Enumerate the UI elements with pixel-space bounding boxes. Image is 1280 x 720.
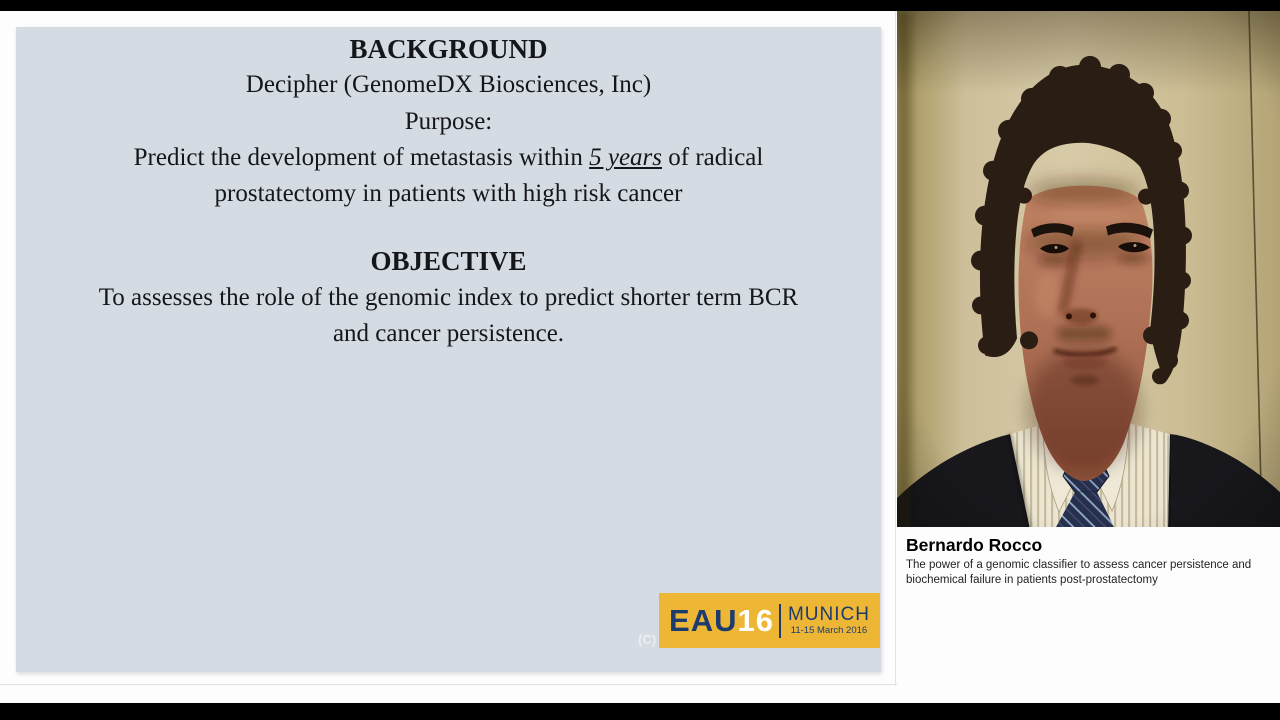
content-area xyxy=(0,11,1280,703)
talk-title: The power of a genomic classifier to assess cancer persistence and biochemical failure in patients post-prostatectomy xyxy=(906,559,1252,586)
slide-objective-line1: To assesses the role of the genomic index to predict shorter term BCR xyxy=(98,283,799,311)
card-edge-shadow-vertical xyxy=(895,11,896,686)
top-letterbox-bar xyxy=(0,0,1280,11)
purpose-post: of radical xyxy=(662,143,764,171)
speaker-info-panel xyxy=(906,535,1262,587)
slide-subtitle: Decipher (GenomeDX Biosciences, Inc) xyxy=(245,71,652,99)
slide-heading-objective: OBJECTIVE xyxy=(370,246,527,277)
logo-dates: 11-15 March 2016 xyxy=(790,625,868,636)
speaker-name: Bernardo Rocco xyxy=(906,535,1043,555)
logo-city: MUNICH xyxy=(787,604,870,625)
copyright-watermark: (C) xyxy=(638,632,657,647)
presentation-slide xyxy=(16,27,881,672)
purpose-emphasis: 5 years xyxy=(589,143,663,171)
purpose-pre: Predict the development of metastasis within xyxy=(133,143,590,171)
slide-text-block xyxy=(16,27,881,352)
card-edge-shadow-horizontal xyxy=(0,684,897,685)
slide-purpose-line2: prostatectomy in patients with high risk cancer xyxy=(214,180,683,208)
slide-heading-background: BACKGROUND xyxy=(349,34,548,64)
slide-purpose-label: Purpose: xyxy=(404,107,493,135)
speaker-video[interactable] xyxy=(897,11,1280,527)
logo-org: EAU xyxy=(669,602,738,638)
logo-year: 16 xyxy=(737,602,774,638)
logo-divider xyxy=(779,604,781,638)
slide-objective-line2: and cancer persistence. xyxy=(332,320,565,348)
slide-purpose-line1 xyxy=(16,140,881,176)
speaker-portrait-illustration xyxy=(897,11,1280,527)
section-gap xyxy=(16,212,881,243)
eau-congress-logo xyxy=(659,593,880,648)
bottom-letterbox-bar xyxy=(0,703,1280,720)
